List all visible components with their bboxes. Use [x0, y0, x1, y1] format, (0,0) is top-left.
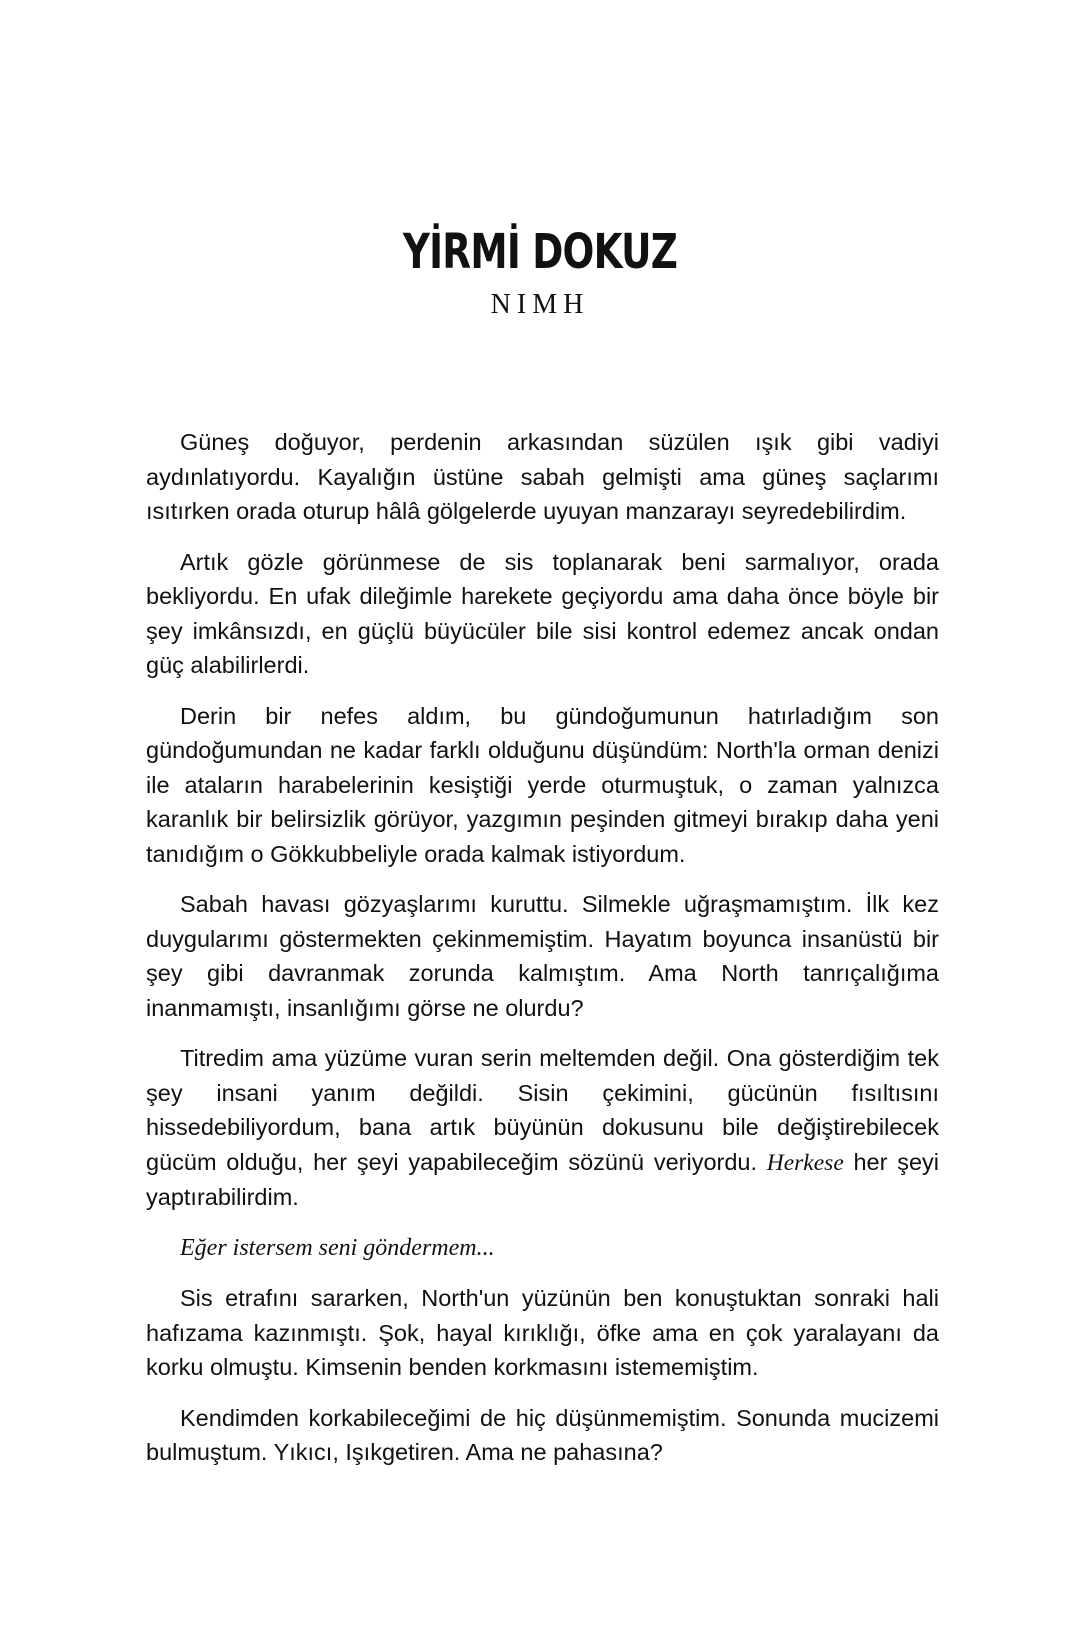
paragraph-6: Sis etrafını sararken, North'un yüzünün ben konuştuktan sonraki hali hafızama kazınmıştı. Şok, hayal kırıklığı, öfke ama en çok yaralayanı da korku olmuştu. Kimsenin benden korkmasını istememiştim. [146, 1285, 939, 1380]
paragraph-1: Güneş doğuyor, perdenin arkasından süzülen ışık gibi vadiyi aydınlatıyordu. Kayalığın üstüne sabah gelmişti ama güneş saçlarımı ısıtırken orada oturup hâlâ gölgelerde uyuyan manzarayı seyredebilirdim. [146, 429, 939, 524]
paragraph-3: Derin bir nefes aldım, bu gündoğumunun hatırladığım son gündoğumundan ne kadar farklı olduğunu düşündüm: North'la orman denizi ile ataların harabelerinin kesiştiği yerde oturmuştuk, o zaman yalnızca karanlık bir belirsizlik görüyor, yazgımın peşinden gitmeyi bırakıp daha yeni tanıdığım o Gökkubbeliyle orada kalmak istiyordum. [146, 702, 939, 867]
paragraph-2: Artık gözle görünmese de sis toplanarak beni sarmalıyor, orada bekliyordu. En ufak dileğimle harekete geçiyordu ama daha önce böyle bir şey imkânsızdı, en güçlü büyücüler bile sisi kontrol edemez ancak ondan güç alabilirlerdi. [146, 548, 939, 678]
paragraph-5-text-after: her şeyi yaptırabilirdim. [146, 1148, 939, 1210]
paragraph-5-emphasis: Herkese [766, 1149, 844, 1176]
paragraph-5 [146, 1041, 939, 1215]
chapter-title: YİRMİ DOKUZ [402, 224, 678, 280]
chapter-subtitle: NIMH [490, 289, 590, 320]
paragraph-7: Kendimden korkabileceğimi de hiç düşünmemiştim. Sonunda mucizemi bulmuştum. Yıkıcı, Işıkgetiren. Ama ne pahasına? [146, 1404, 939, 1465]
chapter-body [146, 425, 939, 1486]
italic-thought-line: Eğer istersem seni göndermem... [180, 1234, 495, 1261]
paragraph-4: Sabah havası gözyaşlarımı kuruttu. Silmekle uğraşmamıştım. İlk kez duygularımı göstermekten çekinmemiştim. Hayatım boyunca insanüstü bir şey gibi davranmak zorunda kalmıştım. Ama North tanrıçalığıma inanmamıştı, insanlığımı görse ne olurdu? [146, 891, 939, 1021]
paragraph-5-text-before: Titredim ama yüzüme vuran serin meltemden değil. Ona gösterdiğim tek şey insani yanım değildi. Sisin çekimini, gücünün fısıltısını hissedebiliyordum, bana artık büyünün dokusunu bile değiştirebilecek gücüm olduğu, her şeyi yapabileceğim sözünü veriyordu. [146, 1045, 939, 1175]
